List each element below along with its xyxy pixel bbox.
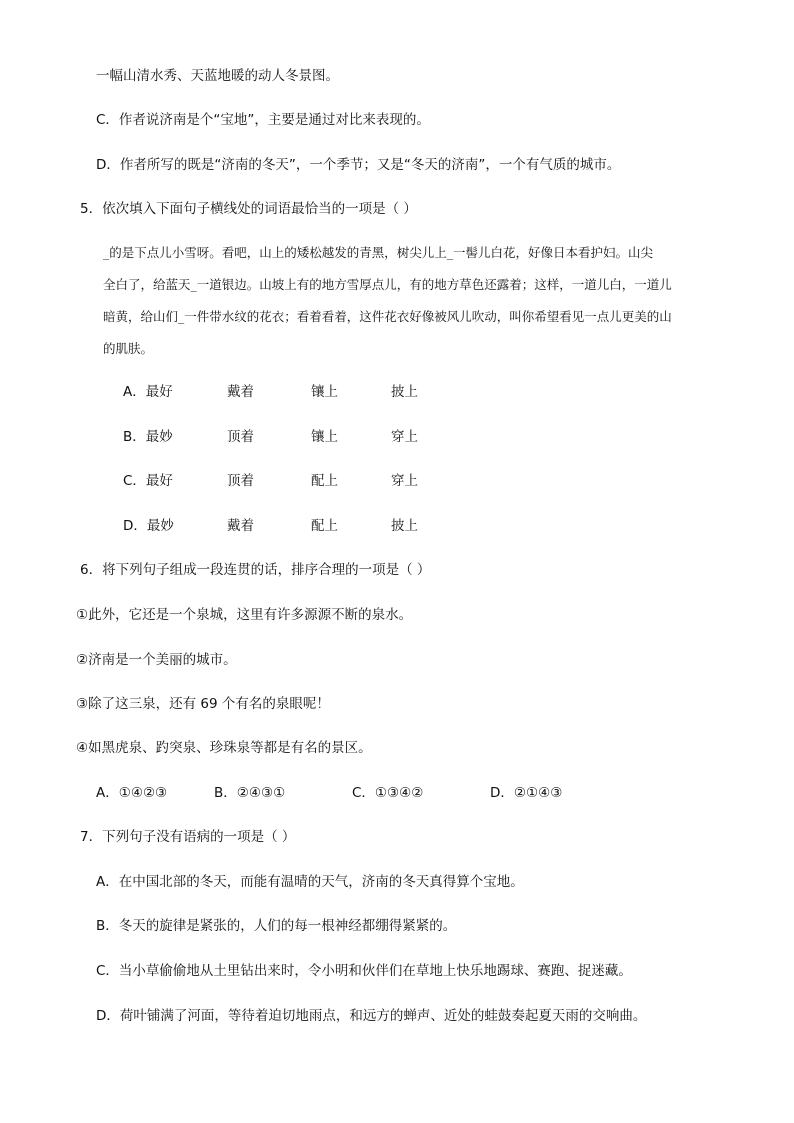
q5-option-c-word4: 穿上 (391, 473, 418, 489)
q7-option-a: A．在中国北部的冬天，而能有温晴的天气，济南的冬天真得算个宝地。 (96, 874, 524, 890)
q5-option-a-word1: A．最好 (123, 384, 173, 400)
q5-option-a-word4: 披上 (391, 384, 418, 400)
q5-option-a-word2: 戴着 (227, 384, 254, 400)
q7-option-c: C．当小草偷偷地从土里钻出来时，令小明和伙伴们在草地上快乐地踢球、赛跑、捉迷藏。 (96, 963, 632, 979)
q5-option-d-word1: D．最妙 (123, 518, 174, 534)
q5-option-d-word2: 戴着 (227, 518, 254, 534)
q6-stem: 6．将下列句子组成一段连贯的话，排序合理的一项是（ ） (80, 562, 431, 578)
q6-sentence-1: ①此外，它还是一个泉城，这里有许多源源不断的泉水。 (76, 607, 413, 623)
q7-option-d: D．荷叶铺满了河面，等待着迫切地雨点，和远方的蝉声、近处的蛙鼓奏起夏天雨的交响曲。 (96, 1008, 647, 1024)
q6-sentence-3: ③除了这三泉，还有 69 个有名的泉眼呢！ (76, 696, 330, 712)
q5-option-c-word3: 配上 (311, 473, 338, 489)
q5-passage-line-4: 的肌肤。 (103, 341, 154, 356)
q6-option-b: B．②④③① (214, 785, 286, 801)
q5-passage-line-3: 暗黄，给山们_一件带水纹的花衣；看着看着，这件花衣好像被风儿吹动，叫你希望看见一点儿更美的山 (103, 309, 672, 324)
q5-option-d-word3: 配上 (311, 518, 338, 534)
q6-sentence-4: ④如黑虎泉、趵突泉、珍珠泉等都是有名的景区。 (76, 740, 372, 756)
q4-option-b-continuation: 一幅山清水秀、天蓝地暖的动人冬景图。 (96, 68, 339, 84)
q7-option-b: B．冬天的旋律是紧张的，人们的每一根神经都绷得紧紧的。 (96, 918, 457, 934)
q6-sentence-2: ②济南是一个美丽的城市。 (76, 652, 237, 668)
q7-stem: 7．下列句子没有语病的一项是（ ） (80, 829, 296, 845)
q5-option-a-word3: 镶上 (311, 384, 338, 400)
q6-options-row (96, 783, 616, 803)
q5-option-c-word1: C．最好 (123, 473, 173, 489)
q5-stem: 5．依次填入下面句子横线处的词语最恰当的一项是（ ） (80, 201, 417, 217)
q5-passage-line-1: _的是下点儿小雪呀。看吧，山上的矮松越发的青黑，树尖儿上_一髻儿白花，好像日本看护妇。山尖 (103, 245, 654, 260)
q4-option-c: C．作者说济南是个“宝地”，主要是通过对比来表现的。 (96, 112, 430, 128)
q5-option-b-word1: B．最妙 (123, 429, 173, 445)
q4-option-d: D．作者所写的既是“济南的冬天”，一个季节；又是“冬天的济南”，一个有气质的城市。 (96, 157, 621, 173)
q6-option-a: A．①④②③ (96, 785, 168, 801)
q5-passage-line-2: 全白了，给蓝天_一道银边。山坡上有的地方雪厚点儿，有的地方草色还露着；这样，一道儿白，一道儿 (103, 277, 672, 292)
q6-option-d: D．②①④③ (490, 785, 563, 801)
q5-option-b-word4: 穿上 (391, 429, 418, 445)
q5-option-d-word4: 披上 (391, 518, 418, 534)
q5-option-b-word3: 镶上 (311, 429, 338, 445)
q6-option-c: C．①③④② (352, 785, 424, 801)
q5-option-c-word2: 顶着 (227, 473, 254, 489)
q5-option-b-word2: 顶着 (227, 429, 254, 445)
